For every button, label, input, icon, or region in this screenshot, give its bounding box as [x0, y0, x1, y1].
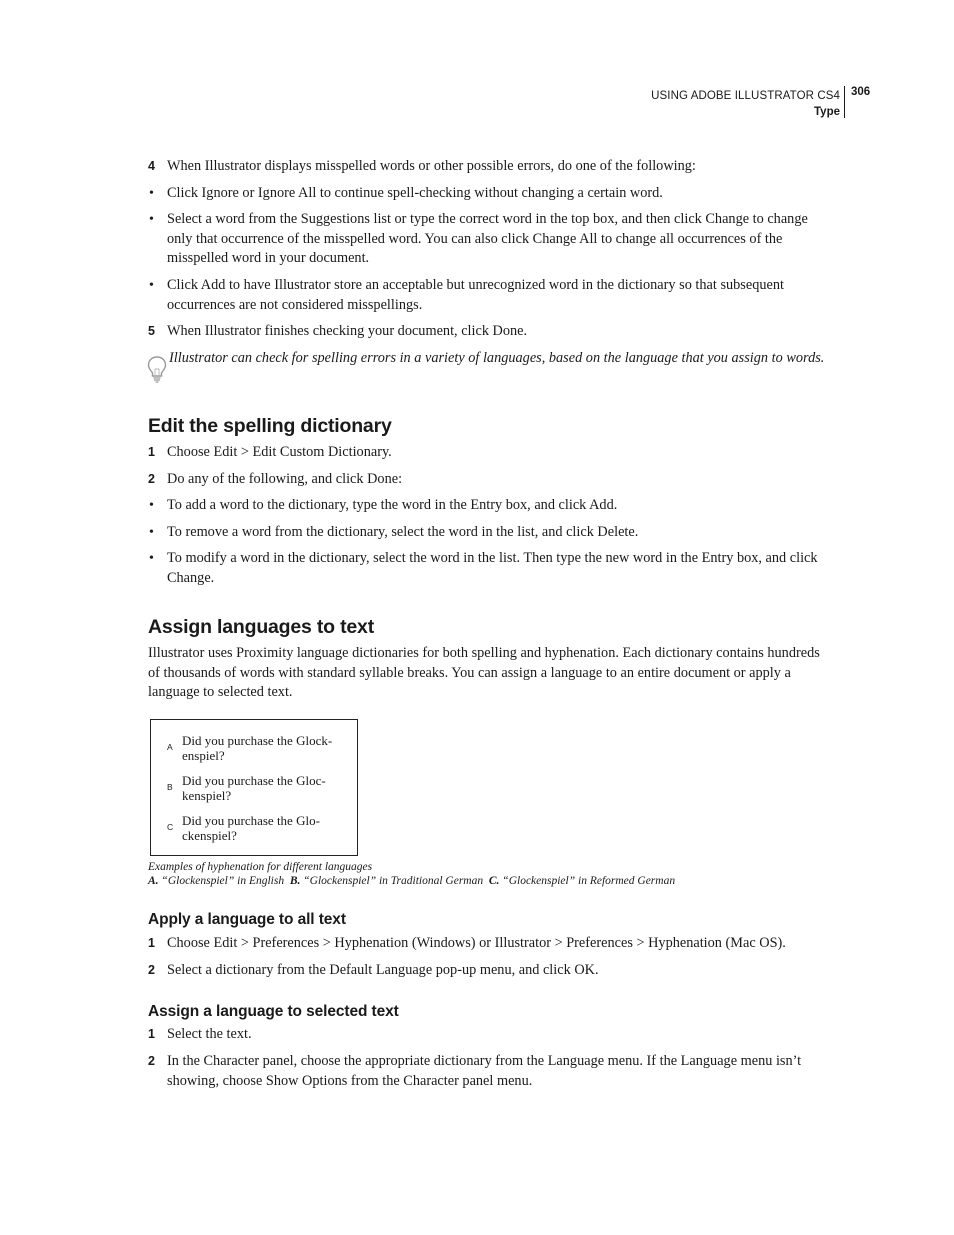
- apply-selected-step-1: [148, 1025, 848, 1045]
- bullet-marker: •: [149, 278, 154, 293]
- bullet-change: [148, 210, 848, 269]
- step-4: [148, 157, 848, 177]
- bullet-marker: •: [149, 212, 154, 227]
- step-text: When Illustrator displays misspelled words or other possible errors, do one of the following:: [167, 158, 696, 174]
- figure-label: C: [167, 822, 174, 832]
- heading-apply-selected: Assign a language to selected text: [148, 1003, 399, 1020]
- bullet-text: Click Ignore or Ignore All to continue spell-checking without changing a certain word.: [167, 185, 663, 201]
- header-section: Type: [814, 106, 840, 118]
- step-5: [148, 322, 848, 342]
- figure-text: Did you purchase the Glo- ckenspiel?: [182, 813, 320, 843]
- bullet-marker: •: [149, 551, 154, 566]
- page-number: 306: [851, 86, 871, 98]
- step-text: Choose Edit > Edit Custom Dictionary.: [167, 444, 392, 460]
- apply-all-step-1: [148, 934, 848, 954]
- step-number: 2: [148, 1054, 155, 1068]
- step-number: 2: [148, 472, 155, 486]
- figure-caption: [148, 860, 675, 888]
- step-number: 5: [148, 324, 155, 338]
- assign-paragraph: Illustrator uses Proximity language dictionaries for both spelling and hyphenation. Each dictionary contains hundreds of thousands of words with standard syllable breaks. You can assign a language to an entire document or apply a language to selected text.: [148, 645, 820, 700]
- step-text: Do any of the following, and click Done:: [167, 471, 403, 487]
- bullet-add: [148, 276, 848, 315]
- caption-items: A. “Glockenspiel” in English B. “Glockenspiel” in Traditional German C. “Glockenspiel” in Reformed German: [148, 875, 676, 887]
- step-text: Select a dictionary from the Default Language pop-up menu, and click OK.: [167, 962, 599, 978]
- figure-label: A: [167, 742, 173, 752]
- bullet-text: To modify a word in the dictionary, select the word in the list. Then type the new word in the Entry box, and click Change.: [167, 550, 818, 586]
- heading-apply-all: Apply a language to all text: [148, 911, 346, 928]
- step-text: When Illustrator finishes checking your document, click Done.: [167, 323, 528, 339]
- bullet-marker: •: [149, 525, 154, 540]
- step-number: 1: [148, 936, 155, 950]
- heading-edit-dictionary: Edit the spelling dictionary: [148, 415, 392, 437]
- running-header: [0, 86, 954, 120]
- bullet-text: Click Add to have Illustrator store an acceptable but unrecognized word in the dictionary so that subsequent occurrences are not considered misspellings.: [167, 277, 784, 313]
- hyphenation-figure: [150, 719, 358, 856]
- step-text: Select the text.: [167, 1026, 252, 1042]
- bullet-text: To remove a word from the dictionary, select the word in the list, and click Delete.: [167, 524, 639, 540]
- edit-step-2: [148, 470, 848, 490]
- step-number: 1: [148, 445, 155, 459]
- header-title: USING ADOBE ILLUSTRATOR CS4: [651, 90, 840, 102]
- step-number: 2: [148, 963, 155, 977]
- tip-text: Illustrator can check for spelling errors in a variety of languages, based on the language that you assign to words.: [169, 350, 825, 366]
- bullet-text: Select a word from the Suggestions list or type the correct word in the top box, and then click Change to change only that occurrence of the misspelled word. You can also click Change All to change all occurrences of the misspelled word in your document.: [167, 211, 808, 266]
- caption-title: Examples of hyphenation for different languages: [148, 861, 373, 873]
- edit-bullet-remove: [148, 523, 848, 543]
- apply-all-step-2: [148, 961, 848, 981]
- header-divider: [844, 86, 845, 118]
- step-text: In the Character panel, choose the appropriate dictionary from the Language menu. If the Language menu isn’t showing, choose Show Options from the Character panel menu.: [167, 1053, 802, 1089]
- bullet-marker: •: [149, 498, 154, 513]
- bullet-ignore: [148, 184, 848, 204]
- heading-assign-languages: Assign languages to text: [148, 616, 374, 638]
- header-text: [651, 88, 840, 120]
- step-number: 4: [148, 159, 155, 173]
- apply-selected-step-2: [148, 1052, 848, 1091]
- figure-text: Did you purchase the Gloc- kenspiel?: [182, 773, 326, 803]
- bullet-text: To add a word to the dictionary, type the word in the Entry box, and click Add.: [167, 497, 618, 513]
- figure-label: B: [167, 782, 173, 792]
- step-text: Choose Edit > Preferences > Hyphenation (Windows) or Illustrator > Preferences > Hyphenation (Mac OS).: [167, 935, 786, 951]
- bullet-marker: •: [149, 186, 154, 201]
- edit-step-1: [148, 443, 848, 463]
- edit-bullet-modify: [148, 549, 848, 588]
- step-number: 1: [148, 1027, 155, 1041]
- lightbulb-icon: [146, 355, 168, 383]
- edit-bullet-add: [148, 496, 848, 516]
- figure-text: Did you purchase the Glock- enspiel?: [182, 733, 333, 763]
